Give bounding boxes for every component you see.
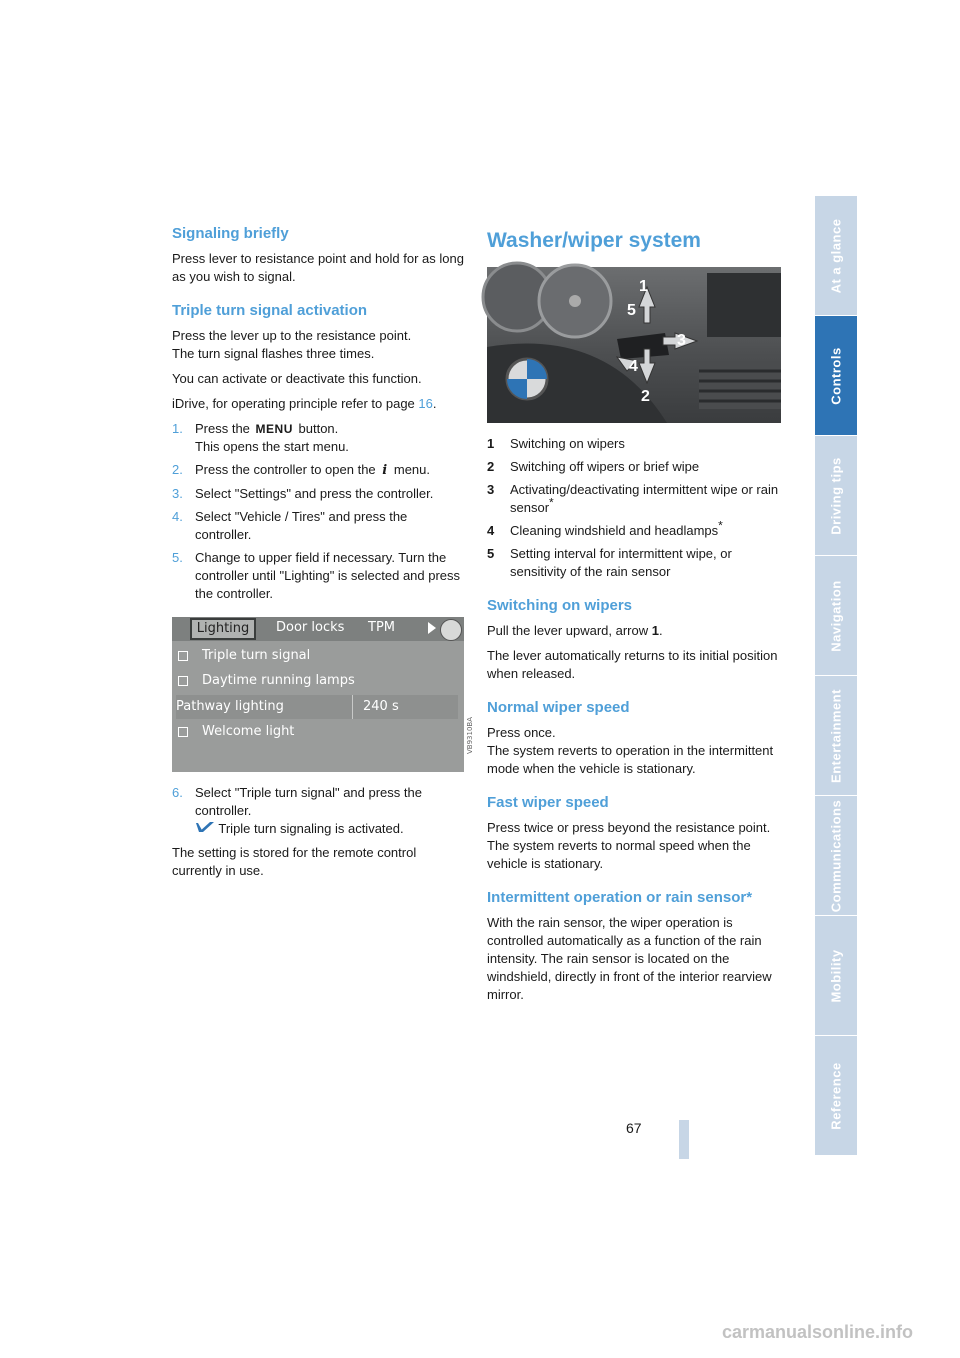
paragraph: You can activate or deactivate this function. (172, 371, 422, 386)
legend-list (487, 435, 781, 581)
photo-label-1: 1 (639, 278, 648, 295)
left-column (172, 225, 474, 887)
paragraph: The lever automatically returns to its initial position when released. (487, 648, 778, 681)
tab-mobility[interactable]: Mobility (815, 916, 857, 1037)
heading-washer-wiper-system: Washer/wiper system (487, 229, 701, 252)
screen-row: Daytime running lamps (176, 669, 458, 693)
controller-icon (440, 619, 462, 641)
info-icon: i (382, 463, 388, 478)
wiper-lever-photo (487, 267, 781, 423)
tab-communications[interactable]: Communications (815, 796, 857, 917)
paragraph: iDrive, for operating principle refer to page 16. (172, 396, 437, 411)
screen-row: Triple turn signal (176, 644, 458, 668)
paragraph: Pull the lever upward, arrow 1. (487, 623, 663, 638)
paragraph: The setting is stored for the remote control currently in use. (172, 845, 417, 878)
list-item: 2. Press the controller to open the i menu. (172, 462, 431, 478)
screen-row: Welcome light (176, 720, 458, 744)
tab-at-a-glance[interactable]: At a glance (815, 196, 857, 317)
wiper-illustration (487, 267, 781, 423)
tab-navigation[interactable]: Navigation (815, 556, 857, 677)
photo-label-4: 4 (629, 358, 638, 375)
idrive-lighting-screenshot (172, 617, 474, 772)
screen-tab-lighting: Lighting (190, 618, 256, 640)
screen-tab-tpm: TPM (368, 620, 395, 635)
heading-triple-turn-signal: Triple turn signal activation (172, 302, 368, 319)
list-item: 4 Cleaning windshield and headlamps* (487, 518, 723, 538)
tab-entertainment[interactable]: Entertainment (815, 676, 857, 797)
option-star: * (718, 518, 723, 533)
photo-label-5: 5 (627, 302, 636, 319)
checkbox-icon (178, 651, 188, 661)
list-item: 5 Setting interval for intermittent wipe, or sensitivity of the rain sensor (487, 546, 732, 579)
list-item: 2 Switching off wipers or brief wipe (487, 459, 700, 474)
page-link[interactable]: 16 (418, 396, 433, 411)
list-item: 5. Change to upper field if necessary. Turn the controller until "Lighting" is selected and press the controller. (172, 550, 461, 601)
right-column (487, 225, 781, 1011)
steps-list-continued (172, 784, 464, 838)
heading-switching-on-wipers: Switching on wipers (487, 597, 633, 614)
paragraph: Press the lever up to the resistance point. The turn signal flashes three times. (172, 328, 412, 361)
footer-watermark: carmanualsonline.info (722, 1322, 914, 1342)
section-tabs (815, 196, 857, 1160)
checkbox-icon (178, 727, 188, 737)
paragraph: With the rain sensor, the wiper operation is controlled automatically as a function of the rain intensity. The rain sensor is located on the windshield, directly in front of the interior rearview mirror. (487, 915, 772, 1002)
list-item: 3 Activating/deactivating intermittent wipe or rain sensor* (487, 482, 779, 515)
heading-fast-wiper-speed: Fast wiper speed (487, 794, 609, 811)
list-item: 4. Select "Vehicle / Tires" and press the controller. (172, 509, 408, 542)
tab-driving-tips[interactable]: Driving tips (815, 436, 857, 557)
menu-button-icon: MENU (255, 422, 293, 436)
arrow-right-icon (428, 622, 436, 634)
list-item: 1. Press the MENU button. This opens the start menu. (172, 421, 349, 454)
paragraph: Press lever to resistance point and hold for as long as you wish to signal. (172, 251, 464, 284)
paragraph: Press twice or press beyond the resistance point. The system reverts to normal speed when the vehicle is stationary. (487, 820, 771, 871)
screen-tab-door-locks: Door locks (276, 620, 345, 635)
heading-intermittent-operation: Intermittent operation or rain sensor* (487, 889, 753, 906)
page-number: 67 (626, 1120, 642, 1136)
heading-normal-wiper-speed: Normal wiper speed (487, 699, 630, 716)
pathway-value: 240 s (352, 695, 399, 719)
checkmark-icon (195, 821, 215, 835)
list-item: 1 Switching on wipers (487, 436, 625, 451)
heading-signaling-briefly: Signaling briefly (172, 225, 289, 242)
list-item: 3. Select "Settings" and press the controller. (172, 486, 434, 501)
tab-controls[interactable]: Controls (815, 316, 857, 437)
paragraph: Press once. The system reverts to operation in the intermittent mode when the vehicle is stationary. (487, 725, 774, 776)
option-star: * (549, 495, 554, 510)
screen-row: Pathway lighting 240 s (176, 695, 458, 719)
photo-label-2: 2 (641, 388, 650, 405)
steps-list (172, 420, 464, 603)
photo-label-3: 3 (677, 332, 686, 349)
list-item: 6. Select "Triple turn signal" and press the controller. Triple turn signaling is activated. (172, 785, 422, 836)
image-code: VB9310BA (466, 717, 474, 754)
tab-reference[interactable]: Reference (815, 1036, 857, 1157)
page-number-bar (679, 1120, 689, 1159)
checkbox-icon (178, 676, 188, 686)
